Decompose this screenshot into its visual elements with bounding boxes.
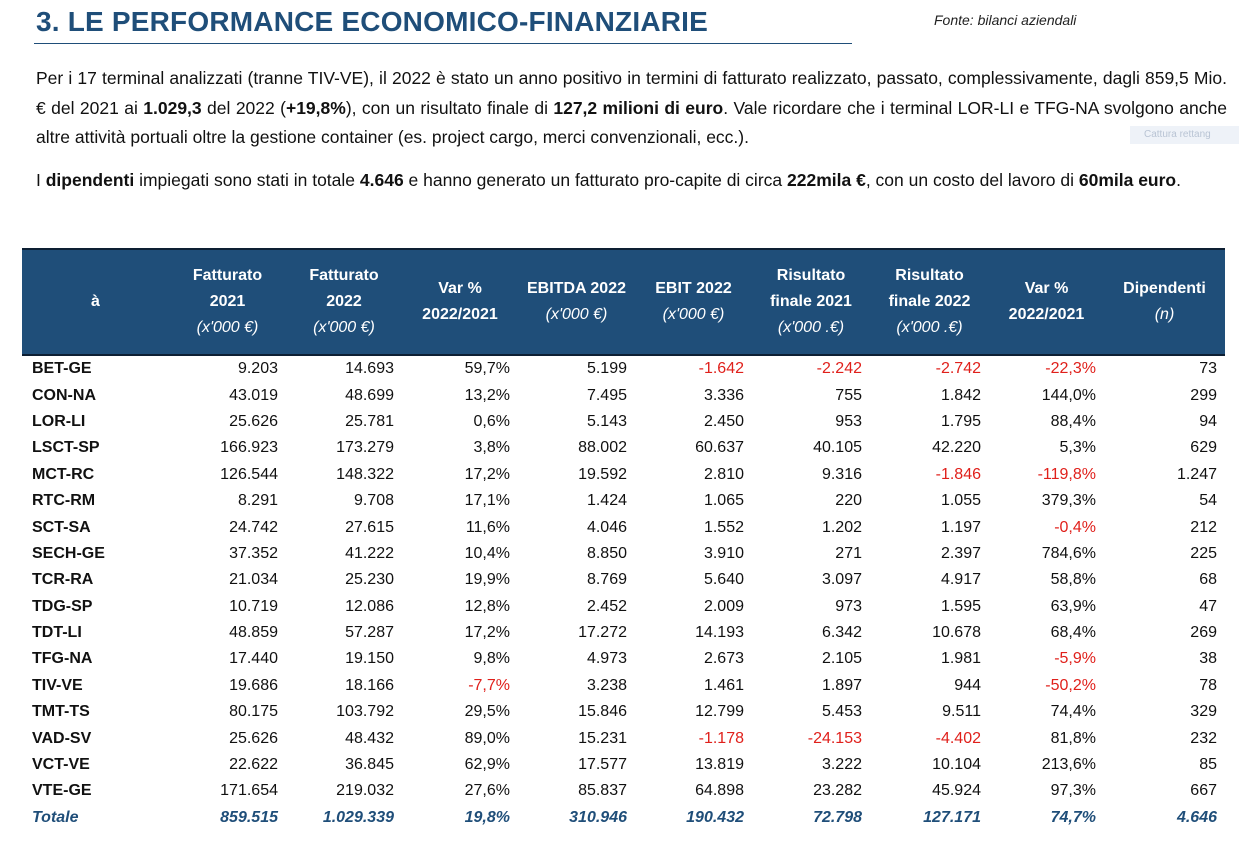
table-row bbox=[22, 567, 1225, 593]
header-label: Fatturato bbox=[309, 267, 379, 284]
table-row bbox=[22, 594, 1225, 620]
table-cell: 2.673 bbox=[703, 650, 744, 668]
table-cell: 8.291 bbox=[237, 492, 278, 510]
table-cell: 58,8% bbox=[1050, 571, 1096, 589]
table-cell: 42.220 bbox=[932, 439, 981, 457]
table-cell: 329 bbox=[1190, 703, 1217, 721]
table-cell: 25.626 bbox=[229, 412, 278, 430]
header-label: 2022/2021 bbox=[1008, 306, 1085, 323]
table-row bbox=[22, 382, 1225, 408]
table-cell: 9.203 bbox=[237, 360, 278, 378]
table-cell: 81,8% bbox=[1050, 729, 1096, 747]
header-col-5 bbox=[752, 249, 870, 355]
table-cell: 213,6% bbox=[1041, 756, 1096, 774]
bold-run: 127,2 milioni di euro bbox=[553, 97, 724, 118]
terminal-name: LOR-LI bbox=[32, 412, 86, 430]
header-label: 2022 bbox=[326, 293, 362, 310]
terminal-name: VCT-VE bbox=[32, 756, 90, 774]
table-cell: 220 bbox=[835, 492, 862, 510]
page-title: 3. LE PERFORMANCE ECONOMICO-FINANZIARIE bbox=[36, 6, 709, 37]
table-cell: 3.336 bbox=[703, 386, 744, 404]
table-cell: 5.453 bbox=[821, 703, 862, 721]
table-cell: 1.842 bbox=[940, 386, 981, 404]
table-cell: 48.859 bbox=[229, 624, 278, 642]
table-cell: 17,2% bbox=[464, 624, 510, 642]
table-cell: 47 bbox=[1199, 597, 1217, 615]
table-cell: 3.097 bbox=[821, 571, 862, 589]
table-cell: 9.708 bbox=[353, 492, 394, 510]
header-label: Risultato bbox=[895, 267, 964, 284]
header-label: EBIT 2022 bbox=[655, 280, 732, 297]
table-cell: 17,2% bbox=[464, 465, 510, 483]
table-cell: 78 bbox=[1199, 676, 1217, 694]
header-label: Var % bbox=[438, 280, 482, 297]
table-cell: 37.352 bbox=[229, 544, 278, 562]
table-cell: 271 bbox=[835, 544, 862, 562]
table-cell: 10.104 bbox=[932, 756, 981, 774]
terminal-name: SCT-SA bbox=[32, 518, 91, 536]
table-row bbox=[22, 541, 1225, 567]
table-cell: -1.642 bbox=[698, 360, 744, 378]
table-cell: 8.850 bbox=[586, 544, 627, 562]
header-col-6 bbox=[870, 249, 989, 355]
table-cell: 27,6% bbox=[464, 782, 510, 800]
table-cell: 4.973 bbox=[586, 650, 627, 668]
table-cell: 13.819 bbox=[695, 756, 744, 774]
table-cell: 5.640 bbox=[703, 571, 744, 589]
header-unit: (x'000 €) bbox=[313, 319, 375, 336]
faint-capture-label: Cattura rettang bbox=[1130, 126, 1239, 144]
table-cell: 667 bbox=[1190, 782, 1217, 800]
bold-run: dipendenti bbox=[45, 170, 135, 190]
table-row bbox=[22, 752, 1225, 778]
table-row bbox=[22, 673, 1225, 699]
terminal-name: Totale bbox=[32, 808, 79, 826]
employees-paragraph bbox=[36, 166, 1227, 196]
table-row bbox=[22, 462, 1225, 488]
terminal-name: BET-GE bbox=[32, 360, 92, 378]
table-row bbox=[22, 725, 1225, 751]
title-underline bbox=[34, 43, 852, 44]
table-cell: 1.202 bbox=[821, 518, 862, 536]
text-run: . bbox=[1176, 170, 1182, 190]
table-cell: 3.222 bbox=[821, 756, 862, 774]
table-cell: 19.686 bbox=[229, 676, 278, 694]
table-cell: 1.897 bbox=[821, 676, 862, 694]
table-cell: 85.837 bbox=[578, 782, 627, 800]
table-cell: 80.175 bbox=[229, 703, 278, 721]
table-cell: 25.230 bbox=[345, 571, 394, 589]
text-run: , con un costo del lavoro di bbox=[865, 170, 1079, 190]
table-cell: 4.646 bbox=[1176, 808, 1217, 826]
table-cell: 17.440 bbox=[229, 650, 278, 668]
table-cell: 17.272 bbox=[578, 624, 627, 642]
table-cell: 1.055 bbox=[940, 492, 981, 510]
financial-table bbox=[22, 248, 1225, 831]
terminal-name: TDG-SP bbox=[32, 597, 93, 615]
table-cell: 2.009 bbox=[703, 597, 744, 615]
table-cell: 9.316 bbox=[821, 465, 862, 483]
table-cell: 68,4% bbox=[1050, 624, 1096, 642]
bold-run: +19,8% bbox=[285, 97, 346, 118]
table-cell: 88.002 bbox=[578, 439, 627, 457]
table-cell: 25.781 bbox=[345, 412, 394, 430]
intro-paragraph bbox=[36, 64, 1227, 153]
table-cell: 11,6% bbox=[465, 518, 510, 536]
table-cell: 299 bbox=[1190, 386, 1217, 404]
table-cell: 5,3% bbox=[1059, 439, 1096, 457]
table-cell: 973 bbox=[835, 597, 862, 615]
table-cell: -2.242 bbox=[816, 360, 862, 378]
source-note: Fonte: bilanci aziendali bbox=[934, 12, 1077, 28]
table-cell: 59,7% bbox=[464, 360, 510, 378]
table-cell: 74,7% bbox=[1050, 808, 1096, 826]
table-cell: 2.450 bbox=[703, 412, 744, 430]
total-row bbox=[22, 805, 1225, 831]
table-cell: 126.544 bbox=[220, 465, 278, 483]
table-cell: -0,4% bbox=[1054, 518, 1096, 536]
table-cell: 9.511 bbox=[942, 703, 981, 721]
table-row bbox=[22, 646, 1225, 672]
table-cell: 3.910 bbox=[703, 544, 744, 562]
table-cell: 0,6% bbox=[473, 412, 510, 430]
table-cell: 19,8% bbox=[464, 808, 510, 826]
table-cell: 17.577 bbox=[578, 756, 627, 774]
table-row bbox=[22, 620, 1225, 646]
table-cell: -5,9% bbox=[1054, 650, 1096, 668]
terminal-name: VTE-GE bbox=[32, 782, 92, 800]
header-col-2 bbox=[402, 249, 518, 355]
table-cell: 60.637 bbox=[695, 439, 744, 457]
table-row bbox=[22, 355, 1225, 382]
table-cell: 41.222 bbox=[345, 544, 394, 562]
table-cell: 74,4% bbox=[1050, 703, 1096, 721]
table-cell: 4.917 bbox=[940, 571, 981, 589]
bold-run: 1.029,3 bbox=[143, 97, 202, 118]
header-col-8 bbox=[1104, 249, 1225, 355]
header-label: EBITDA 2022 bbox=[527, 280, 626, 297]
header-col-7 bbox=[989, 249, 1104, 355]
table-cell: -1.178 bbox=[698, 729, 744, 747]
table-cell: 48.699 bbox=[345, 386, 394, 404]
table-cell: 24.742 bbox=[229, 518, 278, 536]
table-cell: 1.197 bbox=[940, 518, 981, 536]
table-cell: -4.402 bbox=[935, 729, 981, 747]
table-row bbox=[22, 778, 1225, 804]
table-cell: 127.171 bbox=[923, 808, 981, 826]
text-run: e hanno generato un fatturato pro-capite di circa bbox=[403, 170, 787, 190]
terminal-name: SECH-GE bbox=[32, 544, 105, 562]
table-cell: 755 bbox=[835, 386, 862, 404]
table-cell: 148.322 bbox=[336, 465, 394, 483]
table-cell: 23.282 bbox=[813, 782, 862, 800]
table-cell: 859.515 bbox=[220, 808, 278, 826]
text-run: Per i 17 terminal analizzati (tranne TIV-VE), il 2022 è stato un anno positivo in termini di fatturato realizzato, passato, complessivamente, dagli 859,5 Mio.€ del 2021 ai bbox=[36, 68, 1227, 118]
table-cell: 8.769 bbox=[586, 571, 627, 589]
table-cell: 88,4% bbox=[1050, 412, 1096, 430]
table-cell: 784,6% bbox=[1041, 544, 1096, 562]
table-header bbox=[22, 249, 1225, 355]
table-cell: 190.432 bbox=[686, 808, 744, 826]
terminal-name: TDT-LI bbox=[32, 624, 82, 642]
text-run: ), con un risultato finale di bbox=[345, 97, 554, 118]
table-cell: 21.034 bbox=[229, 571, 278, 589]
table-cell: 10.678 bbox=[932, 624, 981, 642]
text-run: . Vale ricordare che i terminal LOR-LI e TFG-NA svolgono anche altre attività portuali oltre la gestione container (es. project cargo, merci convenzionali, ecc.). bbox=[36, 97, 1227, 147]
header-unit: (x'000 €) bbox=[662, 306, 725, 323]
table-cell: 73 bbox=[1199, 360, 1217, 378]
table-cell: 38 bbox=[1199, 650, 1217, 668]
table-cell: 1.065 bbox=[703, 492, 744, 510]
terminal-name: TMT-TS bbox=[32, 703, 90, 721]
table-cell: 54 bbox=[1199, 492, 1217, 510]
table-cell: 3,8% bbox=[473, 439, 510, 457]
table-cell: 14.193 bbox=[695, 624, 744, 642]
table-row bbox=[22, 699, 1225, 725]
table-cell: 43.019 bbox=[229, 386, 278, 404]
header-label: Var % bbox=[1024, 280, 1069, 297]
table-cell: 27.615 bbox=[345, 518, 394, 536]
table-cell: 64.898 bbox=[695, 782, 744, 800]
table-cell: -24.153 bbox=[807, 729, 862, 747]
table-row bbox=[22, 409, 1225, 435]
table-cell: 166.923 bbox=[220, 439, 278, 457]
header-label: Risultato bbox=[776, 267, 846, 284]
table-cell: 1.029.339 bbox=[322, 808, 394, 826]
header-unit: (x'000 €) bbox=[545, 306, 608, 323]
table-cell: 25.626 bbox=[229, 729, 278, 747]
header-unit: (x'000 .€) bbox=[896, 319, 963, 336]
table-cell: 379,3% bbox=[1041, 492, 1096, 510]
table-cell: 9,8% bbox=[473, 650, 510, 668]
table-cell: -7,7% bbox=[468, 676, 510, 694]
header-unit: (x'000 .€) bbox=[777, 319, 845, 336]
table-cell: 15.231 bbox=[578, 729, 627, 747]
table-cell: 144,0% bbox=[1041, 386, 1096, 404]
terminal-name: VAD-SV bbox=[32, 729, 92, 747]
header-unit: (n) bbox=[1154, 306, 1175, 323]
table-cell: 310.946 bbox=[569, 808, 627, 826]
table-cell: 4.046 bbox=[586, 518, 627, 536]
table-cell: 5.199 bbox=[586, 360, 627, 378]
table-cell: 2.105 bbox=[821, 650, 862, 668]
table-cell: 1.981 bbox=[940, 650, 981, 668]
terminal-name: TCR-RA bbox=[32, 571, 94, 589]
header-col-3 bbox=[518, 249, 635, 355]
terminal-name: CON-NA bbox=[32, 386, 96, 404]
table-cell: 45.924 bbox=[932, 782, 981, 800]
bold-run: 60mila euro bbox=[1078, 170, 1177, 190]
table-cell: 1.247 bbox=[1176, 465, 1217, 483]
table-cell: 1.461 bbox=[703, 676, 744, 694]
header-corner: à bbox=[22, 249, 169, 355]
header-label: Fatturato bbox=[192, 267, 263, 284]
header-unit: (x'000 €) bbox=[196, 319, 259, 336]
text-run: impiegati sono stati in totale bbox=[134, 170, 360, 190]
terminal-name: TFG-NA bbox=[32, 650, 93, 668]
terminal-name: MCT-RC bbox=[32, 465, 95, 483]
table-cell: 953 bbox=[835, 412, 862, 430]
table-cell: 19.592 bbox=[578, 465, 627, 483]
table-cell: 103.792 bbox=[336, 703, 394, 721]
terminal-name: TIV-VE bbox=[32, 676, 83, 694]
table-cell: 63,9% bbox=[1050, 597, 1096, 615]
table-cell: 18.166 bbox=[345, 676, 394, 694]
table-cell: 1.552 bbox=[703, 518, 744, 536]
table-cell: 629 bbox=[1190, 439, 1217, 457]
header-label: 2022/2021 bbox=[422, 306, 498, 323]
table-cell: 19.150 bbox=[345, 650, 394, 668]
table-cell: 12.086 bbox=[345, 597, 394, 615]
header-label: finale 2021 bbox=[770, 293, 852, 310]
text-run: del 2022 ( bbox=[201, 97, 286, 118]
table-cell: 15.846 bbox=[578, 703, 627, 721]
table-cell: 1.795 bbox=[940, 412, 981, 430]
table-cell: 173.279 bbox=[336, 439, 394, 457]
header-col-1 bbox=[286, 249, 402, 355]
header-label: 2021 bbox=[209, 293, 246, 310]
table-cell: 40.105 bbox=[813, 439, 862, 457]
bold-run: 222mila € bbox=[787, 170, 866, 190]
table-cell: 29,5% bbox=[464, 703, 510, 721]
table-cell: 62,9% bbox=[464, 756, 510, 774]
table-cell: 36.845 bbox=[345, 756, 394, 774]
table-cell: 1.595 bbox=[940, 597, 981, 615]
table-cell: 2.452 bbox=[586, 597, 627, 615]
header-col-4 bbox=[635, 249, 752, 355]
table-cell: -2.742 bbox=[935, 360, 981, 378]
table-cell: 269 bbox=[1190, 624, 1217, 642]
table-cell: -119,8% bbox=[1037, 465, 1096, 483]
table-cell: 17,1% bbox=[464, 492, 510, 510]
table-cell: 2.397 bbox=[940, 544, 981, 562]
table-cell: 22.622 bbox=[229, 756, 278, 774]
table-cell: 19,9% bbox=[464, 571, 510, 589]
table-cell: 12,8% bbox=[464, 597, 510, 615]
header-label: Dipendenti bbox=[1123, 280, 1206, 297]
table-body bbox=[22, 355, 1225, 831]
table-cell: 14.693 bbox=[345, 360, 394, 378]
table-cell: 10,4% bbox=[464, 544, 510, 562]
table-cell: 94 bbox=[1199, 412, 1217, 430]
terminal-name: RTC-RM bbox=[32, 492, 96, 510]
table-row bbox=[22, 435, 1225, 461]
table-cell: 72.798 bbox=[813, 808, 862, 826]
text-run: I bbox=[36, 170, 46, 190]
header-col-0 bbox=[169, 249, 286, 355]
table-cell: -50,2% bbox=[1045, 676, 1096, 694]
table-cell: 2.810 bbox=[703, 465, 744, 483]
table-cell: 7.495 bbox=[586, 386, 627, 404]
table-cell: 89,0% bbox=[464, 729, 510, 747]
header-label: finale 2022 bbox=[888, 293, 971, 310]
table-cell: 232 bbox=[1190, 729, 1217, 747]
table-cell: 212 bbox=[1190, 518, 1217, 536]
table-cell: 10.719 bbox=[229, 597, 278, 615]
table-cell: 85 bbox=[1199, 756, 1217, 774]
table-cell: 171.654 bbox=[220, 782, 278, 800]
table-cell: 5.143 bbox=[586, 412, 627, 430]
table-cell: -1.846 bbox=[935, 465, 981, 483]
terminal-name: LSCT-SP bbox=[32, 439, 100, 457]
table-cell: 6.342 bbox=[821, 624, 862, 642]
table-cell: 48.432 bbox=[345, 729, 394, 747]
table-cell: 944 bbox=[954, 676, 981, 694]
table-cell: 97,3% bbox=[1050, 782, 1096, 800]
table-cell: 3.238 bbox=[586, 676, 627, 694]
table-cell: 219.032 bbox=[336, 782, 394, 800]
table-cell: 12.799 bbox=[695, 703, 744, 721]
table-row bbox=[22, 488, 1225, 514]
table-cell: 68 bbox=[1199, 571, 1217, 589]
table-cell: 1.424 bbox=[586, 492, 627, 510]
table-row bbox=[22, 514, 1225, 540]
bold-run: 4.646 bbox=[359, 170, 404, 190]
table-cell: 57.287 bbox=[345, 624, 394, 642]
table-cell: 13,2% bbox=[464, 386, 510, 404]
table-cell: 225 bbox=[1190, 544, 1217, 562]
table-cell: -22,3% bbox=[1045, 360, 1096, 378]
